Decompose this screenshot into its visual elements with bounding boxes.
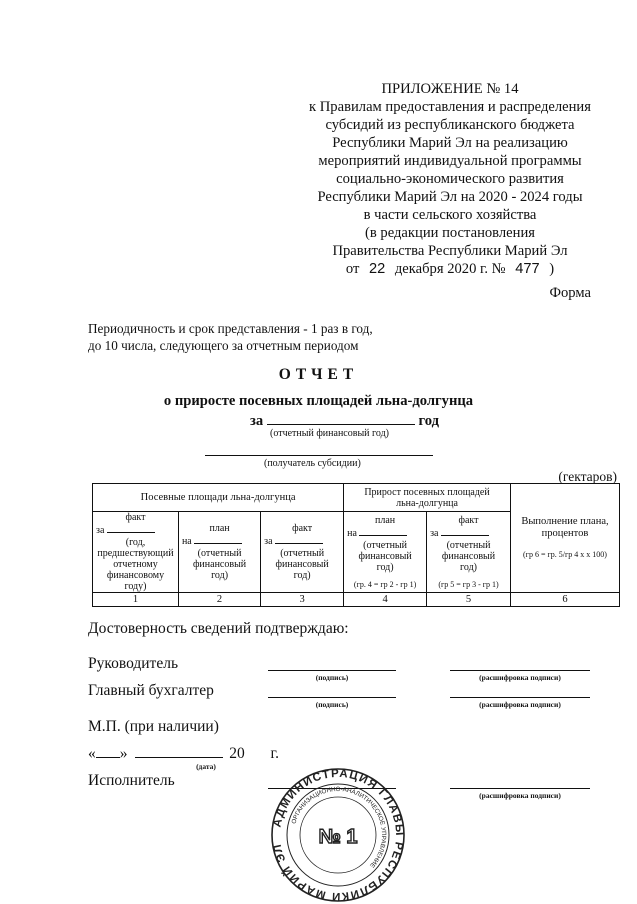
year-hint: (отчетный финансовый год): [270, 428, 390, 439]
col3-blank[interactable]: [275, 534, 323, 544]
col3-header: [261, 512, 344, 593]
appendix-line: ПРИЛОЖЕНИЕ № 14: [381, 81, 519, 97]
accountant-decode-line[interactable]: [450, 697, 590, 698]
decree-prefix: от: [345, 261, 360, 277]
col5-hint: (отчетный финансовый год): [441, 539, 496, 573]
quote-close: »: [119, 745, 128, 762]
col5-za: за: [430, 527, 439, 539]
appendix-line: социально-экономического развития: [336, 171, 564, 187]
appendix-line: субсидий из республиканского бюджета: [325, 117, 575, 133]
form-label: Форма: [549, 285, 591, 301]
col4-hint: (отчетный финансовый год): [358, 539, 412, 573]
col2-hint: (отчетный финансовый год): [192, 548, 247, 581]
col1-label: факт: [125, 512, 146, 523]
group-sown-areas: Посевные площади льна-долгунца: [93, 484, 344, 512]
date-hint: (дата): [196, 762, 216, 771]
col-number: 4: [344, 593, 427, 607]
col1-hint: (год, предшествующий отчетному финансовому году): [97, 537, 174, 592]
col-number: 3: [261, 593, 344, 607]
accountant-label: Главный бухгалтер: [88, 682, 214, 699]
col-number: 5: [427, 593, 511, 607]
col3-label: факт: [292, 523, 313, 534]
head-label: Руководитель: [88, 655, 179, 672]
mp-label: М.П. (при наличии): [88, 718, 219, 735]
col5-header: [427, 512, 511, 593]
month-blank[interactable]: [135, 743, 223, 758]
executor-decode-line[interactable]: [450, 788, 590, 789]
appendix-line: Правительства Республики Марий Эл: [332, 243, 568, 259]
col6-formula: (гр 6 = гр. 5/гр 4 х х 100): [523, 550, 607, 559]
decree-line: [300, 260, 600, 278]
group-increase-line2: льна-долгунца: [396, 497, 458, 509]
periodicity-line: Периодичность и срок представления - 1 раз в год,: [88, 321, 373, 336]
head-sign-hint: (подпись): [315, 673, 349, 682]
col4-label: план: [375, 514, 396, 526]
head-decode-hint: (расшифровка подписи): [479, 673, 561, 682]
head-decode-line[interactable]: [450, 670, 590, 671]
col3-hint: (отчетный финансовый год): [275, 548, 329, 581]
appendix-line: Республики Марий Эл на реализацию: [332, 135, 568, 151]
head-sign-line[interactable]: [268, 670, 396, 671]
col4-na: на: [347, 527, 357, 539]
year-prefix: 20: [229, 745, 245, 762]
col-number: 6: [510, 593, 619, 607]
decree-middle: декабря 2020 г. №: [394, 261, 506, 277]
units-label: (гектаров): [558, 469, 617, 484]
stamp-number: № 1: [318, 826, 358, 848]
appendix-line: Республики Марий Эл на 2020 - 2024 годы: [317, 189, 583, 205]
col2-header: [178, 512, 260, 593]
official-stamp: [268, 768, 408, 902]
col4-blank[interactable]: [359, 526, 407, 536]
accountant-decode-hint: (расшифровка подписи): [479, 700, 561, 709]
col6-head-text: Выполнение плана, процентов: [521, 516, 609, 539]
appendix-line: к Правилам предоставления и распределения: [309, 99, 591, 115]
year-suffix: г.: [270, 745, 279, 762]
col1-header: [93, 512, 179, 593]
recipient-hint: (получатель субсидии): [264, 458, 361, 469]
quote-open: «: [88, 745, 96, 762]
report-title: ОТЧЕТ: [278, 366, 359, 383]
god-label: год: [418, 413, 440, 429]
col5-label: факт: [458, 514, 479, 526]
executor-decode-hint: (расшифровка подписи): [479, 791, 561, 800]
report-subtitle: о приросте посевных площадей льна-долгунца: [163, 393, 474, 409]
decree-suffix: ): [549, 261, 555, 277]
stamp-inner-text: ОРГАНИЗАЦИОННО-АНАЛИТИЧЕСКОЕ УПРАВЛЕНИЕ: [290, 785, 388, 869]
accountant-sign-hint: (подпись): [315, 700, 349, 709]
group-increase-line1: Прирост посевных площадей: [364, 486, 490, 498]
decree-number: 477: [515, 261, 540, 277]
appendix-line: в части сельского хозяйства: [363, 207, 537, 223]
appendix-header: [300, 80, 600, 278]
col4-header: [344, 512, 427, 593]
executor-label: Исполнитель: [88, 772, 175, 789]
report-table: [92, 483, 620, 607]
col5-formula: (гр 5 = гр 3 - гр 1): [438, 579, 499, 589]
stamp-ring-text: АДМИНИСТРАЦИЯ ГЛАВЫ РЕСПУБЛИКИ МАРИЙ ЭЛ: [271, 768, 406, 902]
col4-formula: (гр. 4 = гр 2 - гр 1): [353, 579, 417, 589]
recipient-blank[interactable]: [205, 455, 433, 456]
col3-za: за: [264, 536, 273, 547]
date-row: [88, 743, 279, 763]
decree-day: 22: [368, 261, 386, 277]
col2-na: на: [181, 536, 192, 547]
za-label: за: [250, 413, 264, 429]
col5-blank[interactable]: [441, 526, 489, 536]
col-number: 1: [93, 593, 179, 607]
periodicity-line: до 10 числа, следующего за отчетным периодом: [88, 338, 359, 353]
year-blank[interactable]: [267, 410, 415, 425]
periodicity: [88, 320, 373, 354]
appendix-line: (в редакции постановления: [365, 225, 535, 241]
col2-blank[interactable]: [194, 534, 242, 544]
col1-blank[interactable]: [107, 523, 155, 533]
group-increase: [344, 484, 511, 512]
col2-label: план: [209, 523, 230, 534]
col1-za: за: [96, 525, 105, 536]
col-number: 2: [178, 593, 260, 607]
accountant-sign-line[interactable]: [268, 697, 396, 698]
appendix-line: мероприятий индивидуальной программы: [318, 153, 582, 169]
day-blank[interactable]: [96, 743, 120, 758]
col6-header: [510, 484, 619, 593]
confirm-text: Достоверность сведений подтверждаю:: [88, 620, 349, 637]
report-year-line: [250, 410, 439, 430]
